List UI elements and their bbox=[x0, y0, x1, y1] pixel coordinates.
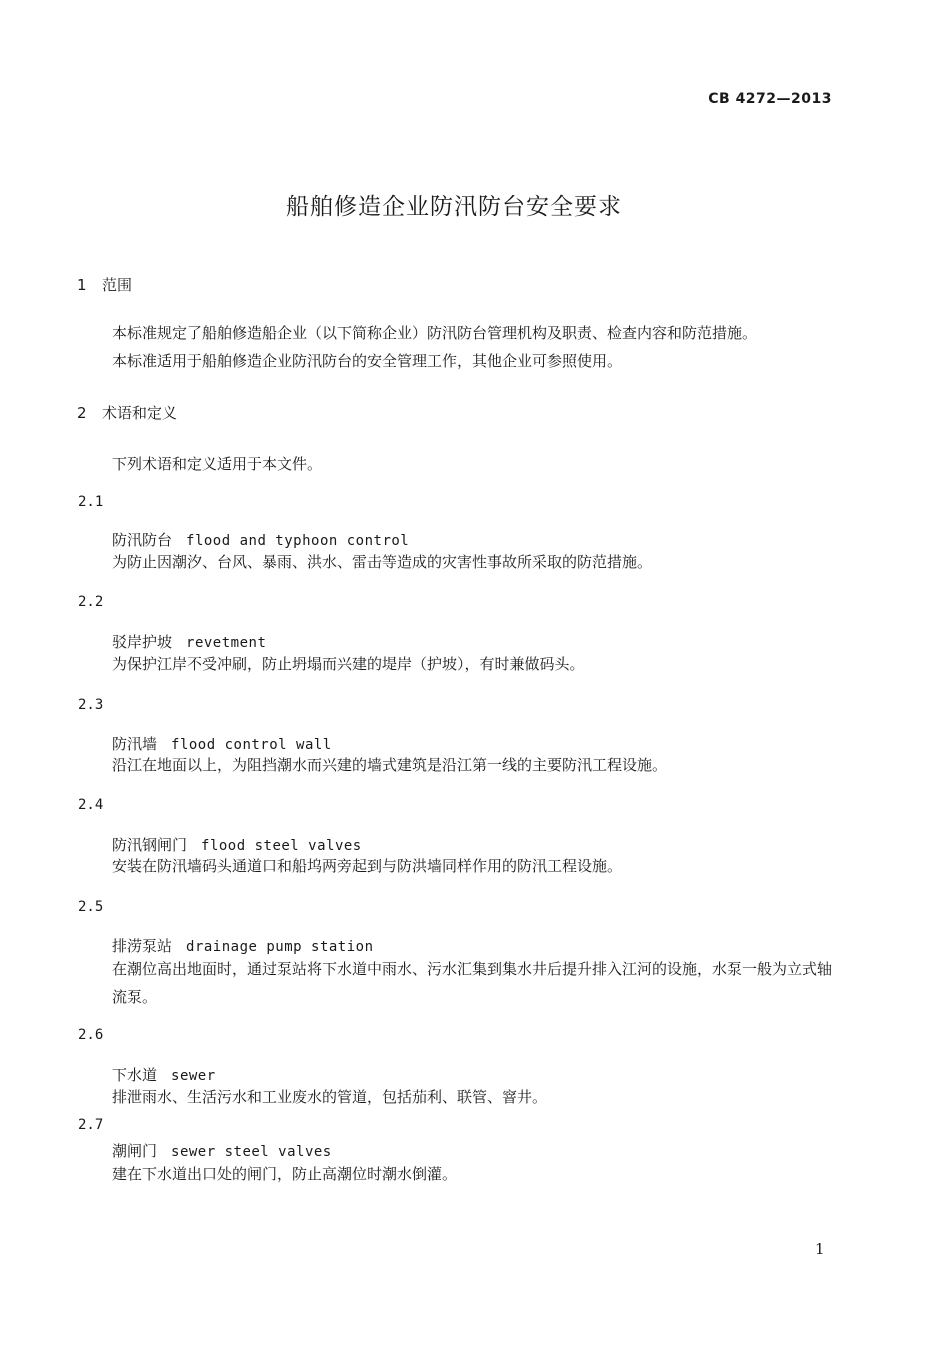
term-chinese: 驳岸护坡 bbox=[112, 633, 173, 651]
term-heading bbox=[112, 529, 409, 550]
term-number: 2.7 bbox=[78, 1117, 104, 1133]
term-english: revetment bbox=[186, 635, 267, 651]
terms-intro: 下列术语和定义适用于本文件。 bbox=[112, 455, 323, 473]
page-number: 1 bbox=[815, 1240, 825, 1258]
section-heading-terms bbox=[77, 402, 177, 423]
term-number: 2.1 bbox=[78, 494, 104, 510]
section-title: 范围 bbox=[102, 276, 133, 294]
standard-number: CB 4272—2013 bbox=[708, 91, 832, 107]
term-heading bbox=[112, 935, 374, 956]
section-title: 术语和定义 bbox=[102, 404, 178, 422]
scope-paragraph-2: 本标准适用于船舶修造企业防汛防台的安全管理工作，其他企业可参照使用。 bbox=[112, 352, 623, 370]
term-number: 2.6 bbox=[78, 1027, 104, 1043]
term-heading bbox=[112, 631, 266, 652]
term-number: 2.2 bbox=[78, 594, 104, 610]
term-definition: 建在下水道出口处的闸门，防止高潮位时潮水倒灌。 bbox=[112, 1165, 458, 1183]
term-definition: 在潮位高出地面时，通过泵站将下水道中雨水、污水汇集到集水井后提升排入江河的设施，水泵一般为立式轴流泵。 bbox=[112, 960, 833, 1006]
term-number: 2.5 bbox=[78, 899, 104, 915]
term-english: flood steel valves bbox=[201, 838, 362, 854]
section-number: 2 bbox=[77, 404, 87, 422]
term-definition: 为保护江岸不受冲刷，防止坍塌而兴建的堤岸（护坡），有时兼做码头。 bbox=[112, 655, 585, 673]
term-definition: 沿江在地面以上，为阻挡潮水而兴建的墙式建筑是沿江第一线的主要防汛工程设施。 bbox=[112, 756, 668, 774]
term-chinese: 排涝泵站 bbox=[112, 937, 173, 955]
term-english: drainage pump station bbox=[186, 939, 374, 955]
term-english: sewer bbox=[171, 1068, 216, 1084]
term-number: 2.3 bbox=[78, 697, 104, 713]
term-heading bbox=[112, 1140, 332, 1161]
term-definition: 为防止因潮汐、台风、暴雨、洪水、雷击等造成的灾害性事故所采取的防范措施。 bbox=[112, 553, 653, 571]
term-chinese: 潮闸门 bbox=[112, 1142, 158, 1160]
term-chinese: 防汛墙 bbox=[112, 735, 158, 753]
term-chinese: 防汛钢闸门 bbox=[112, 836, 188, 854]
term-english: flood control wall bbox=[171, 737, 332, 753]
term-english: sewer steel valves bbox=[171, 1144, 332, 1160]
term-english: flood and typhoon control bbox=[186, 533, 410, 549]
term-chinese: 下水道 bbox=[112, 1066, 158, 1084]
document-title: 船舶修造企业防汛防台安全要求 bbox=[286, 194, 622, 220]
term-number: 2.4 bbox=[78, 797, 104, 813]
term-heading bbox=[112, 1064, 216, 1085]
section-number: 1 bbox=[77, 276, 87, 294]
term-definition: 排泄雨水、生活污水和工业废水的管道，包括茄利、联管、窨井。 bbox=[112, 1088, 548, 1106]
section-heading-scope bbox=[77, 274, 132, 295]
scope-paragraph-1: 本标准规定了船舶修造船企业（以下简称企业）防汛防台管理机构及职责、检查内容和防范措施。 bbox=[112, 324, 758, 342]
term-definition: 安装在防汛墙码头通道口和船坞两旁起到与防洪墙同样作用的防汛工程设施。 bbox=[112, 857, 623, 875]
term-chinese: 防汛防台 bbox=[112, 531, 173, 549]
